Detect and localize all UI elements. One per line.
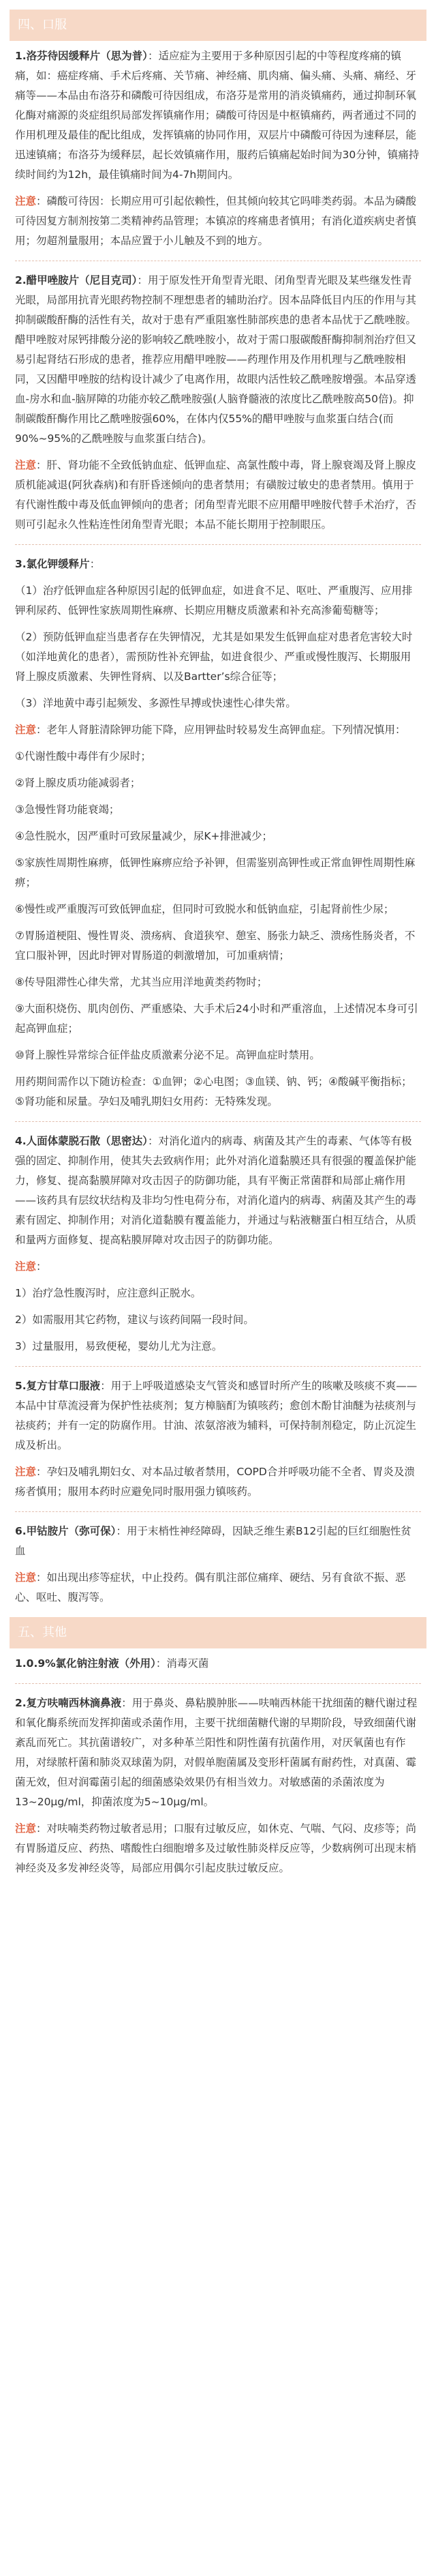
paragraph-text: 3）过量服用，易致便秘，婴幼儿尤为注意。 [15,1340,223,1352]
paragraph-text: ： [36,1260,47,1273]
paragraph-text: 用药期间需作以下随访检查：①血钾；②心电图；③血镁、钠、钙；④酸碱平衡指标；⑤肾功能和尿量。孕妇及哺乳期妇女用药：无特殊发现。 [15,1076,412,1108]
entry-paragraph [15,694,421,713]
drug-title: 6.甲钴胺片（弥可保） [15,1525,116,1537]
drug-title: 4.人面体蒙脱石散（思密达） [15,1135,148,1147]
entry-paragraph [15,1046,421,1065]
section-header: 五、其他 [10,1617,426,1648]
paragraph-text: ：消毒灭菌 [155,1657,209,1670]
entry-paragraph [15,581,421,621]
section-header: 四、口服 [10,10,426,41]
paragraph-text: ②肾上腺皮质功能减弱者； [15,777,141,789]
article-body [0,10,436,1878]
paragraph-text: ：磷酸可待因：长期应用可引起依赖性，但其倾向较其它吗啡类药弱。本品为磷酸可待因复方制剂按第二类精神药品管理；本镇凉的疼痛患者慎用；有消化道疾病史者慎用；勿超剂量服用；本品应置于小儿触及不到的地方。 [15,195,417,247]
note-paragraph [15,456,421,535]
note-paragraph [15,720,421,740]
entry-paragraph [15,1522,421,1561]
paragraph-text: ：老年人肾脏清除钾功能下降，应用钾盐时较易发生高钾血症。下列情况慎用： [36,724,406,736]
paragraph-text: ：如出现出疹等症状，中止投药。偶有肌注部位痛痒、硬结、另有食欲不振、恶心、呕吐、腹泻等。 [15,1571,406,1603]
entry-paragraph [15,1131,421,1250]
drug-entry [0,1522,436,1608]
note-paragraph [15,1462,421,1502]
paragraph-text: 2）如需服用其它药物，建议与该药间隔一段时间。 [15,1314,254,1326]
entry-divider [15,1683,421,1684]
entry-paragraph [15,627,421,687]
entry-paragraph [15,1376,421,1455]
paragraph-text: （1）治疗低钾血症各种原因引起的低钾血症，如进食不足、呕吐、严重腹泻、应用排钾利尿药、低钾性家族周期性麻痹、长期应用糖皮质激素和补充高渗葡萄糖等； [15,584,413,617]
paragraph-text: ⑧传导阻滞性心律失常，尤其当应用洋地黄类药物时； [15,976,268,988]
note-label: 注意 [15,1822,37,1835]
note-paragraph [15,192,421,251]
entry-paragraph [15,554,421,574]
paragraph-text: ：用于鼻炎、鼻粘膜肿胀——呋喃西林能干扰细菌的糖代谢过程和氧化酶系统而发挥抑菌或杀菌作用，主要干扰细菌糖代谢的早期阶段，导致细菌代谢紊乱而死亡。其抗菌谱较广，对多种革兰阳性和阴性菌有抗菌作用，对厌氧菌也有作用，对绿脓杆菌和肺炎双球菌为阴，对假单胞菌属及变形杆菌属有耐药性，对真菌、霉菌无效，但对润霉菌引起的细菌感染效果仍有相当效力。对敏感菌的杀菌浓度为13~20μg/ml，抑菌浓度为5~10μg/ml。 [15,1697,418,1808]
note-paragraph [15,1568,421,1608]
entry-paragraph [15,1654,421,1674]
drug-entry [0,1376,436,1502]
drug-entry [0,1693,436,1878]
paragraph-text: ③急慢性肾功能衰竭； [15,803,120,816]
entry-paragraph [15,800,421,820]
note-paragraph [15,1257,421,1277]
paragraph-text: ⑥慢性或严重腹泻可致低钾血症，但同时可致脱水和低钠血症，引起肾前性少尿； [15,903,394,915]
entry-paragraph [15,1072,421,1112]
entry-divider [15,544,421,545]
entry-paragraph [15,773,421,793]
note-paragraph [15,1819,421,1878]
paragraph-text: ： [89,558,101,570]
entry-paragraph [15,853,421,893]
drug-entry [0,271,436,535]
paragraph-text: ⑤家族性周期性麻痹，低钾性麻痹应给予补钾，但需鉴别高钾性或正常血钾性周期性麻痹； [15,857,416,889]
drug-entry [0,1131,436,1357]
paragraph-text: ：用于原发性开角型青光眼、闭角型青光眼及某些继发性青光眼，局部用抗青光眼药物控制不理想患者的辅助治疗。因本品降低目内压的作用与其抑制碳酸酐酶的活性有关，故对于患有严重阻塞性肺部疾患的患者本品忧于乙酰唑胺。醋甲唑胺对尿钙排酸分泌的影响较乙酰唑胺小，故对于需口服碳酸酐酶抑制剂治疗但又易引起肾结石形成的患者，推荐应用醋甲唑胺——药理作用及作用机理与乙酰唑胺相同，又因醋甲唑胺的结构设计减少了电离作用，故眼内活性较乙酰唑胺增强。本品穿透血-房水和血-脑屏障的功能亦较乙酰唑胺强(人脑脊髓液的浓度比乙酰唑胺高50倍)。抑制碳酸酐酶作用比乙酰唑胺强60%，在体内仅55%的醋甲唑胺与血浆蛋白结合(而90%~95%的乙酰唑胺与血浆蛋白结合)。 [15,274,417,445]
paragraph-text: ：对消化道内的病毒、病菌及其产生的毒素、气体等有极强的固定、抑制作用，使其失去致病作用；此外对消化道黏膜还具有很强的覆盖保护能力，修复、提高黏膜屏障对攻击因子的防御功能，具有平衡正常菌群和局部止痛作用——该药具有层纹状结构及非均匀性电荷分布，对消化道内的病毒、病菌及其产生的毒素有固定、抑制作用；对消化道黏膜有覆盖能力，并通过与粘液糖蛋白相互结合，从质和量两方面修复、提高粘膜屏障对攻击因子的防御功能。 [15,1135,417,1246]
drug-title: 5.复方甘草口服液 [15,1380,101,1392]
drug-entry [0,554,436,1112]
entry-paragraph [15,973,421,992]
entry-paragraph [15,1693,421,1812]
drug-entry [0,46,436,251]
entry-divider [15,1121,421,1122]
entry-paragraph [15,271,421,449]
paragraph-text: ：孕妇及哺乳期妇女、对本品过敏者禁用，COPD合并呼吸功能不全者、胃炎及溃疡者慎用；服用本药时应避免同时服用强力镇咳药。 [15,1466,415,1498]
note-label: 注意 [15,1571,37,1584]
paragraph-text: ：肝、肾功能不全致低钠血症、低钾血症、高氯性酸中毒，肾上腺衰竭及肾上腺皮质机能减退(阿狄森病)和有肝昏迷倾向的患者禁用；有磺胺过敏史的患者禁用。慎用于有代谢性酸中毒及低血钾倾向的患者；闭角型青光眼不应用醋甲唑胺代替手术治疗，否则可引起永久性粘连性闭角型青光眼；本品不能长期用于控制眼压。 [15,459,417,531]
entry-paragraph [15,900,421,919]
note-label: 注意 [15,195,37,207]
note-label: 注意 [15,1466,37,1478]
paragraph-text: （3）洋地黄中毒引起频发、多源性早搏或快速性心律失常。 [15,697,296,709]
paragraph-text: ①代谢性酸中毒伴有少尿时； [15,750,151,763]
paragraph-text: 1）治疗急性腹泻时，应注意纠正脱水。 [15,1287,202,1299]
paragraph-text: （2）预防低钾血症当患者存在失钾情况，尤其是如果发生低钾血症对患者危害较大时（如洋地黄化的患者），需预防性补充钾盐，如进食很少、严重或慢性腹泻、长期服用肾上腺皮质激素、失钾性肾病、以及Bartter’s综合征等； [15,631,413,683]
note-label: 注意 [15,724,37,736]
paragraph-text: ：用于末梢性神经障碍，因缺乏维生素B12引起的巨红细胞性贫血 [15,1525,411,1557]
entry-paragraph [15,999,421,1039]
entry-paragraph [15,1310,421,1330]
entry-divider [15,1511,421,1512]
paragraph-text: ⑨大面积烧伤、肌肉创伤、严重感染、大手术后24小时和严重溶血，上述情况本身可引起高钾血症； [15,1003,418,1035]
note-label: 注意 [15,459,37,471]
entry-paragraph [15,926,421,966]
drug-title: 1.洛芬待因缓释片（思为普） [15,50,148,62]
drug-title: 3.氯化钾缓释片 [15,558,90,570]
entry-divider [15,1366,421,1367]
entry-paragraph [15,1337,421,1357]
drug-title: 2.复方呋喃西林滴鼻液 [15,1697,122,1709]
drug-title: 1.0.9%氯化钠注射液（外用） [15,1657,156,1670]
paragraph-text: ：适应症为主要用于多种原因引起的中等程度疼痛的镇痛，如：癌症疼痛、手术后疼痛、关节痛、神经痛、肌肉痛、偏头痛、头痛、痛经、牙痛等——本品由布洛芬和磷酸可待因组成，布洛芬是常用的消炎镇痛药，通过抑制环氧化酶对痛源的炎症组织局部发挥镇痛作用；磷酸可待因是中枢镇痛药，两者通过不同的作用机理及最佳的配比组成，发挥镇痛的协同作用，双层片中磷酸可待因为速释层，能迅速镇痛；布洛芬为缓释层，起长效镇痛作用，服药后镇痛起始时间为30分钟，镇痛持续时间约为12h，最佳镇痛时间为4-7h期间内。 [15,50,420,181]
entry-paragraph [15,747,421,767]
drug-entry [0,1654,436,1674]
paragraph-text: ：对呋喃类药物过敏者忌用；口服有过敏反应，如休克、气喘、气闷、皮疹等；尚有胃肠道反应、药热、嗜酸性白细胞增多及过敏性肺炎样反应等，少数病例可出现末梢神经炎及多发神经炎等，局部应用偶尔引起皮肤过敏反应。 [15,1822,417,1874]
paragraph-text: ⑩肾上腺性异常综合征伴盐皮质激素分泌不足。高钾血症时禁用。 [15,1049,320,1061]
entry-paragraph [15,1284,421,1303]
paragraph-text: ④急性脱水，因严重时可致尿量减少，尿K+排泄减少； [15,830,273,842]
entry-paragraph [15,46,421,185]
entry-paragraph [15,827,421,846]
note-label: 注意 [15,1260,37,1273]
paragraph-text: ⑦胃肠道梗阻、慢性胃炎、溃疡病、食道狭窄、憩室、肠张力缺乏、溃疡性肠炎者，不宜口服补钾，因此时钾对胃肠道的刺激增加，可加重病情； [15,930,416,962]
paragraph-text: ：用于上呼吸道感染支气管炎和感冒时所产生的咳嗽及咳痰不爽——本品中甘草流浸膏为保护性祛痰剂；复方樟脑酊为镇咳药；愈创木酚甘油醚为祛痰剂与祛痰药；并有一定的防腐作用。甘油、浓氨溶液为辅料，可保持制剂稳定，防止沉淀生成及析出。 [15,1380,418,1451]
drug-title: 2.醋甲唑胺片（尼目克司） [15,274,138,286]
